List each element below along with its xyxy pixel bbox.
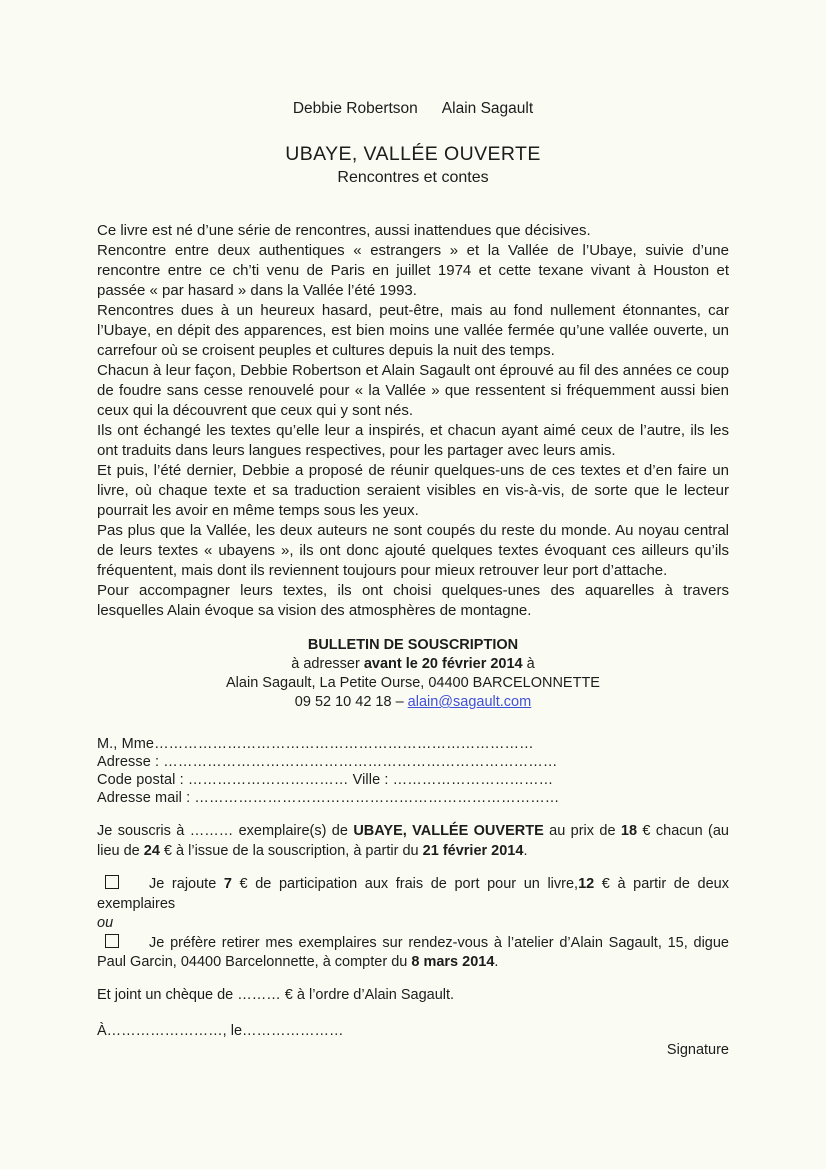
bulletin-title: BULLETIN DE SOUSCRIPTION (307, 637, 519, 653)
pickup-option-row (97, 934, 729, 973)
book-title: UBAYE, VALLÉE OUVERTE (285, 143, 541, 165)
book-subtitle: Rencontres et contes (337, 169, 489, 186)
text-segment: 24 (143, 842, 160, 859)
text-segment: € de participation aux frais de port pour un livre, (231, 876, 579, 892)
paragraph: Ce livre est né d’une série de rencontres, aussi inattendues que décisives. (97, 222, 591, 239)
paragraph: Rencontre entre deux authentiques « estrangers » et la Vallée de l’Ubaye, suivie d’une rencontre entre ce ch’ti venu de Paris en juillet 1974 et cette texane vivant à Houston et passée « par hasard » dans la Vallée l’été 1993. (97, 242, 729, 299)
authors-line (97, 100, 729, 117)
subscription-bulletin-header (97, 636, 729, 712)
text-segment: Je rajoute (149, 876, 224, 892)
shipping-option-row (97, 875, 729, 914)
paragraph: Pas plus que la Vallée, les deux auteurs ne sont coupés du reste du monde. Au noyau central de leurs textes « ubayens », ils ont donc ajouté quelques textes évoquant ces ailleurs qu’ils fréquentent, mais dont ils reviennent toujours pour mieux retrouver leur port d’attache. (97, 522, 729, 579)
paragraph: Rencontres dues à un heureux hasard, peut-être, mais au fond nullement étonnantes, car l’Ubaye, en dépit des apparences, est bien moins une vallée fermée qu’une vallée ouverte, un carrefour où se croisent peuples et cultures depuis la nuit des temps. (97, 302, 729, 359)
text-segment: 7 (223, 876, 232, 892)
paragraph: Pour accompagner leurs textes, ils ont choisi quelques-unes des aquarelles à travers lesquelles Alain évoque sa vision des atmosphères de montagne. (97, 582, 729, 619)
bulletin-deadline-line (97, 655, 729, 674)
text-segment: . (523, 842, 528, 859)
text-segment: 12 (578, 876, 595, 892)
text-segment: 09 52 10 42 18 – (294, 694, 408, 710)
text-segment: € chacun (au lieu de (97, 823, 729, 859)
text-segment: à adresser (291, 656, 364, 672)
text-segment: Je souscris à ……… exemplaire(s) de (97, 823, 354, 839)
text-segment: à (522, 656, 535, 672)
introduction-text (97, 221, 729, 621)
author-name: Alain Sagault (441, 100, 534, 117)
text-segment: avant le 20 février 2014 (363, 656, 523, 672)
postal-city-fill-line: Code postal : …………………………… Ville : …………………………… (97, 772, 554, 788)
text-segment: . (494, 954, 499, 970)
text-segment: 8 mars 2014 (411, 954, 495, 970)
text-segment: au prix de (543, 823, 621, 839)
email-fill-line: Adresse mail : ………………………………………………………………… (97, 790, 560, 806)
text-segment: UBAYE, VALLÉE OUVERTE (353, 823, 544, 839)
pickup-option-text (97, 935, 729, 971)
paragraph: Ils ont échangé les textes qu’elle leur a inspirés, et chacun ayant aimé ceux de l’autre, ils les ont traduits dans leurs langues respectives, pour les partager avec leurs amis. (97, 422, 729, 459)
name-fill-line: M., Mme…………………………………………………………………… (97, 736, 534, 752)
text-segment: € à l’issue de la souscription, à partir du (159, 842, 423, 859)
shipping-option-checkbox[interactable] (105, 875, 119, 889)
shipping-option-text (97, 876, 729, 912)
address-fill-line: Adresse : ……………………………………………………………………… (97, 754, 558, 770)
text-segment: 21 février 2014 (422, 842, 524, 859)
paragraph: Et puis, l’été dernier, Debbie a proposé de réunir quelques-uns de ces textes et d’en faire un livre, où chaque texte et sa traduction seraient visibles en vis-à-vis, de sorte que le lecteur pourrait les avoir en même temps sous les yeux. (97, 462, 729, 519)
or-label: ou (97, 915, 114, 931)
place-date-fill-line: À……………………, le………………… (97, 1022, 344, 1039)
signature-label: Signature (666, 1041, 729, 1058)
fill-in-form (97, 735, 729, 807)
bulletin-contact-line (97, 693, 729, 712)
author-name: Debbie Robertson (292, 100, 418, 117)
bulletin-address-line: Alain Sagault, La Petite Ourse, 04400 BARCELONNETTE (226, 675, 600, 691)
text-segment: € à partir de deux exemplaires (97, 876, 729, 912)
pickup-option-checkbox[interactable] (105, 934, 119, 948)
text-segment: Je préfère retirer mes exemplaires sur rendez-vous à l’atelier d’Alain Sagault, 15, digue Paul Garcin, 04400 Barcelonnette, à compter du (97, 934, 729, 970)
subscription-statement (97, 822, 729, 861)
paragraph: Chacun à leur façon, Debbie Robertson et Alain Sagault ont éprouvé au fil des années ce coup de foudre sans cesse renouvelé pour « la Vallée » que ressentent si fréquemment aussi bien ceux qui la découvrent que ceux qui y sont nés. (97, 362, 729, 419)
cheque-statement: Et joint un chèque de ……… € à l’ordre d’Alain Sagault. (97, 986, 455, 1003)
text-segment: 18 (620, 823, 638, 839)
delivery-options (97, 875, 729, 973)
email-link[interactable]: alain@sagault.com (407, 694, 532, 710)
